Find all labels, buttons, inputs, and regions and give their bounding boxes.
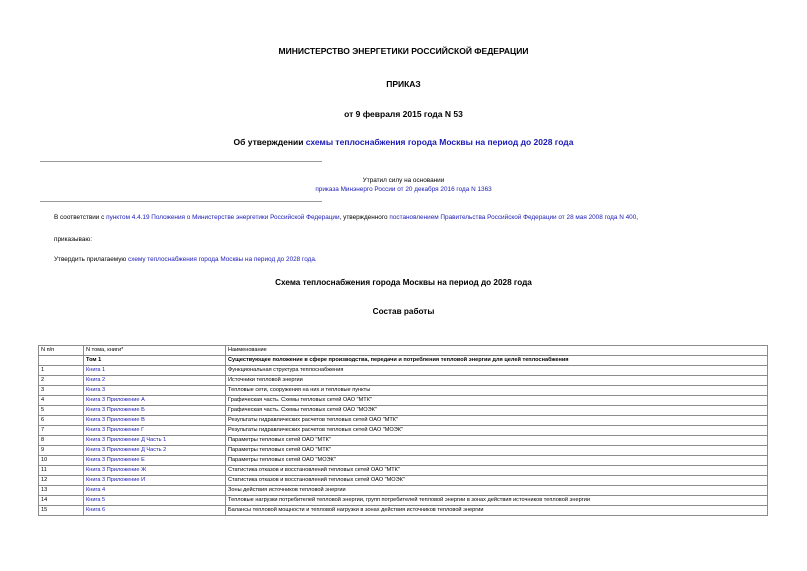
row-number: 5 [39,406,84,416]
row-number: 7 [39,426,84,436]
row-title: Параметры тепловых сетей ОАО "МОЭК" [226,456,768,466]
row-number: 10 [39,456,84,466]
paragraph-basis [54,214,638,221]
table-row [39,406,768,416]
book-link[interactable]: Книга 1 [86,367,106,373]
row-book [84,446,226,456]
table-row [39,466,768,476]
table-row [39,416,768,426]
row-number: 11 [39,466,84,476]
row-title: Результаты гидравлических расчетов тепловых сетей ОАО "МОЭК" [226,426,768,436]
row-book [84,426,226,436]
row-book [84,496,226,506]
work-composition-title: Состав работы [372,307,435,316]
row-number: 12 [39,476,84,486]
approve-suffix: . [314,256,317,263]
order-heading: ПРИКАЗ [386,79,421,89]
table-row [39,506,768,516]
book-link[interactable]: Книга 3 Приложение Б [86,407,145,413]
table-row [39,386,768,396]
scheme-title: Схема теплоснабжения города Москвы на период до 2028 года [275,278,532,287]
row-number: 14 [39,496,84,506]
table-row [39,496,768,506]
row-number: 2 [39,376,84,386]
row-title: Параметры тепловых сетей ОАО "МТК" [226,436,768,446]
divider-top [40,161,322,162]
row-book [84,476,226,486]
basis-middle: , утвержденного [339,214,390,221]
divider-bottom [40,201,322,202]
row-number: 6 [39,416,84,426]
row-book [84,436,226,446]
row-title: Зоны действия источников тепловой энергии [226,486,768,496]
row-title: Графическая часть. Схемы тепловых сетей ОАО "МТК" [226,396,768,406]
book-link[interactable]: Книга 6 [86,507,106,513]
book-link[interactable]: Книга 3 Приложение Ж [86,467,147,473]
row-number: 4 [39,396,84,406]
row-book [84,416,226,426]
status-note-text: Утратил силу на основании [362,177,445,184]
table-row [39,486,768,496]
book-link[interactable]: Книга 3 [86,387,106,393]
basis-suffix: , [636,214,639,221]
ministry-heading: МИНИСТЕРСТВО ЭНЕРГЕТИКИ РОССИЙСКОЙ ФЕДЕРАЦИИ [278,46,529,56]
row-number: 3 [39,386,84,396]
book-link[interactable]: Книга 3 Приложение Д Часть 1 [86,437,167,443]
row-number: 13 [39,486,84,496]
basis-prefix: В соответствии с [54,214,107,221]
book-link[interactable]: Книга 3 Приложение Г [86,427,145,433]
table-row [39,396,768,406]
table-row [39,376,768,386]
row-title: Источники тепловой энергии [226,376,768,386]
row-book [84,376,226,386]
row-number: 15 [39,506,84,516]
book-link[interactable]: Книга 4 [86,487,106,493]
row-number: 8 [39,436,84,446]
book-link[interactable]: Книга 3 Приложение Д Часть 2 [86,447,167,453]
approve-prefix: Утвердить прилагаемую [54,256,128,263]
row-book [84,466,226,476]
scheme-link[interactable]: схему теплоснабжения города Москвы на период до 2028 года [128,256,315,263]
row-title: Графическая часть. Схемы тепловых сетей ОАО "МОЭК" [226,406,768,416]
order-subject-link[interactable]: схемы теплоснабжения города Москвы на период до 2028 года [305,137,574,147]
table-row [39,426,768,436]
row-title: Тепловые нагрузки потребителей тепловой энергии, групп потребителей тепловой энергии в зонах действия источников тепловой энергии [226,496,768,506]
row-title: Параметры тепловых сетей ОАО "МТК" [226,446,768,456]
table-row [39,436,768,446]
order-date: от 9 февраля 2015 года N 53 [344,109,463,119]
header-name: Наименование [226,346,768,356]
row-title: Тепловые сети, сооружения на них и тепловые пункты [226,386,768,396]
regulation-link[interactable]: пунктом 4.4.19 Положения о Министерстве энергетики Российской Федерации [106,214,340,221]
row-title: Результаты гидравлических расчетов тепловых сетей ОАО "МТК" [226,416,768,426]
book-link[interactable]: Книга 3 Приложение И [86,477,146,483]
row-number: 1 [39,366,84,376]
table-row [39,366,768,376]
row-title: Статистика отказов и восстановлений тепловых сетей ОАО "МТК" [226,466,768,476]
row-book [84,406,226,416]
row-title: Функциональная структура теплоснабжения [226,366,768,376]
status-note-link[interactable]: приказа Минэнерго России от 20 декабря 2016 года N 1363 [315,186,492,193]
table-row [39,356,768,366]
header-book: N тома, книги* [84,346,226,356]
row-book [84,366,226,376]
row-book: Том 1 [84,356,226,366]
row-title: Существующее положение в сфере производства, передачи и потребления тепловой энергии для целей теплоснабжения [226,356,768,366]
row-title: Статистика отказов и восстановлений тепловых сетей ОАО "МОЭК" [226,476,768,486]
header-num: N п/п [39,346,84,356]
table-body [39,356,768,516]
book-link[interactable]: Книга 3 Приложение А [86,397,145,403]
table-row [39,446,768,456]
order-subject-prefix: Об утверждении [233,137,306,147]
order-subject [0,137,807,147]
table-row [39,456,768,466]
row-book [84,506,226,516]
row-book [84,396,226,406]
book-link[interactable]: Книга 3 Приложение Е [86,457,145,463]
row-number [39,356,84,366]
row-book [84,386,226,396]
row-book [84,486,226,496]
table-row [39,476,768,486]
book-link[interactable]: Книга 5 [86,497,106,503]
composition-table [38,345,768,516]
decree-link[interactable]: постановлением Правительства Российской Федерации от 28 мая 2008 года N 400 [389,214,637,221]
row-number: 9 [39,446,84,456]
paragraph-order: приказываю: [54,236,92,243]
status-note-link-line [180,186,627,193]
row-title: Балансы тепловой мощности и тепловой нагрузки в зонах действия источников тепловой энергии [226,506,768,516]
row-book [84,456,226,466]
table-header-row [39,346,768,356]
paragraph-approve [54,256,317,263]
book-link[interactable]: Книга 2 [86,377,106,383]
book-link[interactable]: Книга 3 Приложение В [86,417,145,423]
